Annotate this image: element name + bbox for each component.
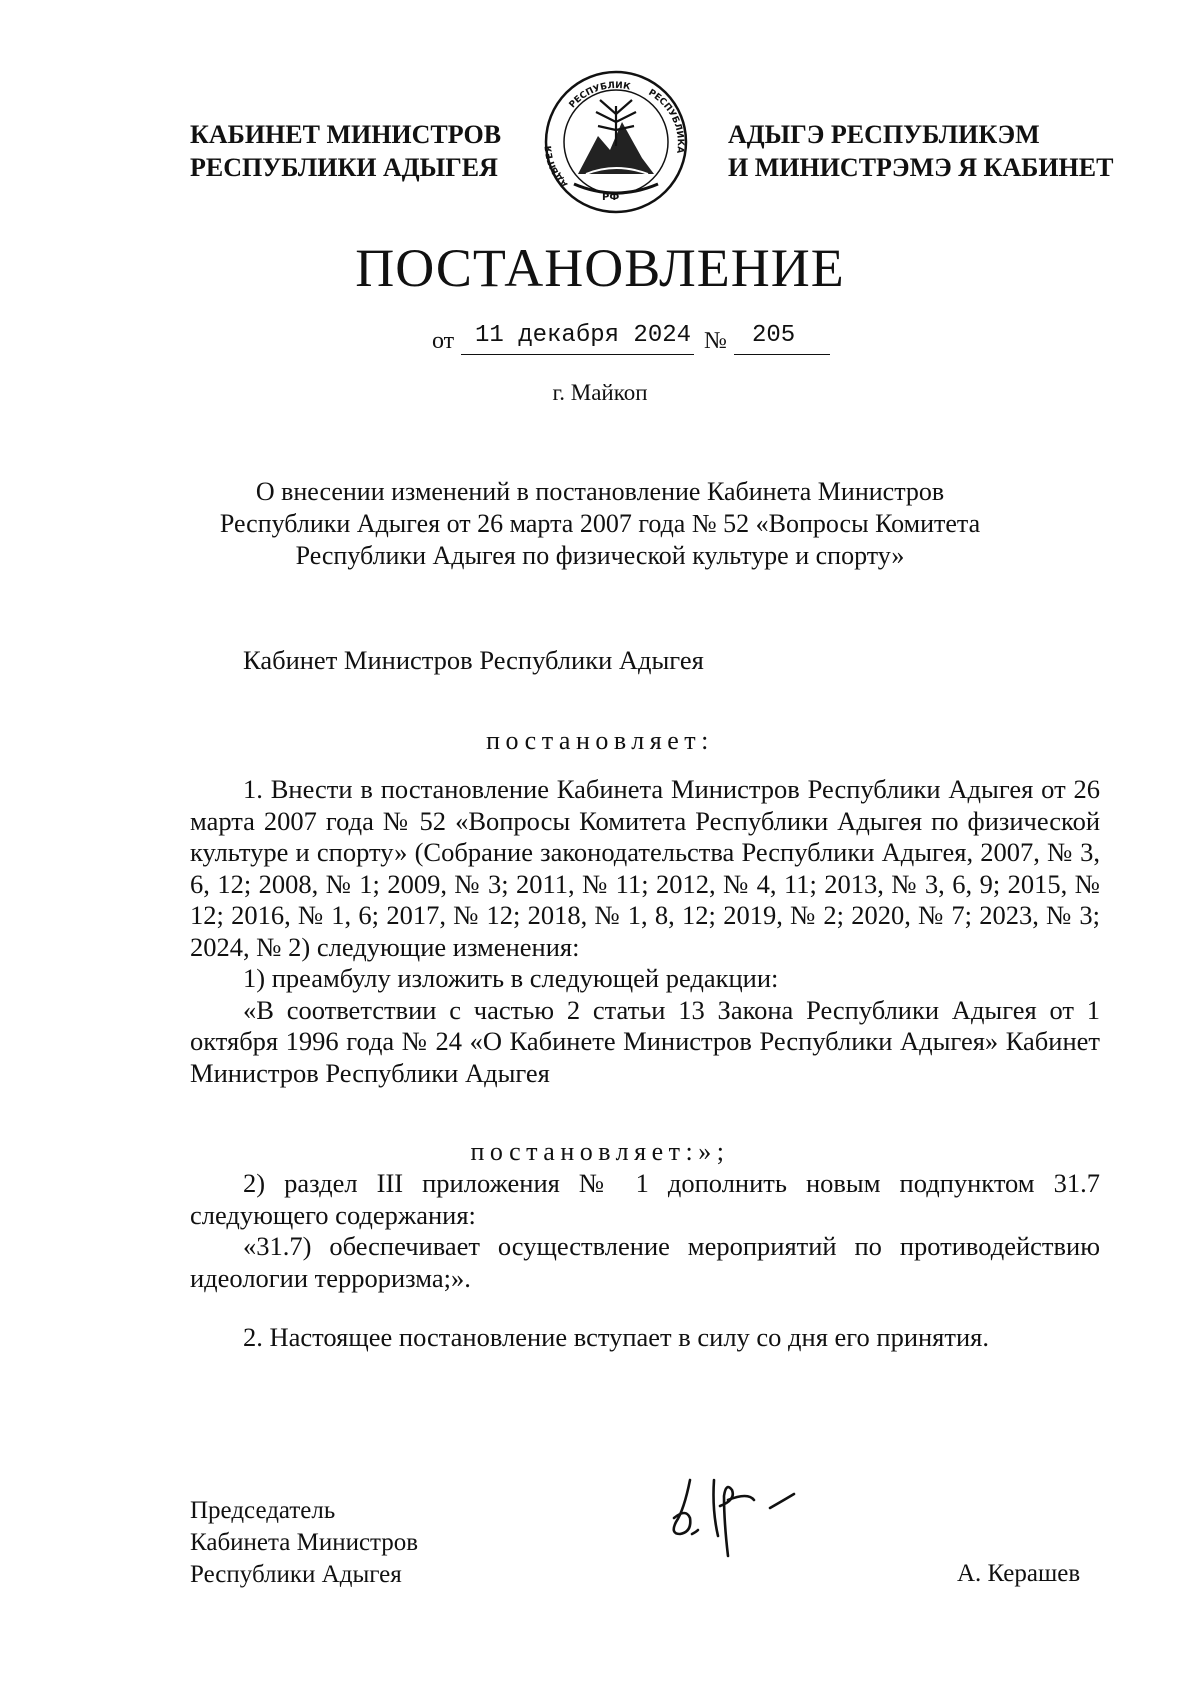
issuer-line-1: КАБИНЕТ МИНИСТРОВ	[190, 120, 502, 149]
resolves-quoted-heading: постановляет:»;	[470, 1137, 730, 1166]
subject-line-1: О внесении изменений в постановление Кабинета Министров	[255, 477, 945, 506]
item-1-2-text: 2) раздел III приложения № 1 дополнить новым подпунктом 31.7 следующего содержания:	[190, 1168, 1100, 1230]
resolves-heading: постановляет:	[486, 726, 714, 755]
subject-line-3: Республики Адыгея по физической культуре и спорту»	[295, 541, 905, 570]
item-1-1-quote: «В соответствии с частью 2 статьи 13 Закона Республики Адыгея от 1 октября 1996 года № 24 «О Кабинете Министров Республики Адыгея» Кабинет Министров Республики Адыгея	[190, 994, 1100, 1088]
number-label: №	[704, 328, 727, 354]
from-label: от	[432, 328, 455, 354]
document-date: 11 декабря 2024	[475, 322, 692, 349]
number-underline	[734, 354, 830, 355]
coat-of-arms-icon	[538, 66, 694, 216]
signatory-title	[190, 1495, 418, 1591]
document-title: ПОСТАНОВЛЕНИЕ	[355, 238, 845, 298]
signer-name: А. Керашев	[957, 1560, 1081, 1587]
emblem-text-bottom: РФ	[602, 192, 620, 203]
item-1-2-quote: «31.7) обеспечивает осуществление мероприятий по противодействию идеологии терроризма;».	[190, 1231, 1100, 1293]
item-2-block	[190, 1322, 1100, 1354]
signatory-line-3: Республики Адыгея	[190, 1561, 402, 1588]
item-1-1-text: 1) преамбулу изложить в следующей редакции:	[243, 963, 779, 993]
subject-line-2: Республики Адыгея от 26 марта 2007 года № 52 «Вопросы Комитета	[219, 509, 981, 538]
svg-text:АДЫГЕЯ	[544, 145, 570, 189]
emblem-text-right: РЕСПУБЛИКА	[646, 87, 685, 154]
issuer-name-adyghe	[728, 118, 1113, 184]
document-number: 205	[752, 322, 796, 349]
issuer-name-russian	[190, 118, 501, 184]
issuer-adyghe-line-1: АДЫГЭ РЕСПУБЛИКЭМ	[728, 120, 1040, 149]
svg-text:РЕСПУБЛИК	[568, 81, 632, 110]
item-1-2-block	[190, 1168, 1100, 1294]
item-1-text: 1. Внести в постановление Кабинета Министров Республики Адыгея от 26 марта 2007 года № 52 «Вопросы Комитета Республики Адыгея по физической культуре и спорту» (Собрание законодательства Республики Адыгея, 2007, № 3, 6, 12; 2008, № 1; 2009, № 3; 2011, № 11; 2012, № 4, 11; 2013, № 3, 6, 9; 2015, № 12; 2016, № 1, 6; 2017, № 12; 2018, № 1, 8, 12; 2019, № 2; 2020, № 7; 2023, № 3; 2024, № 2) следующие изменения:	[190, 774, 1100, 962]
item-2-text: 2. Настоящее постановление вступает в силу со дня его принятия.	[243, 1322, 989, 1352]
issuer-line-2: РЕСПУБЛИКИ АДЫГЕЯ	[190, 153, 498, 182]
city-name: г. Майкоп	[552, 380, 648, 405]
preamble-text: Кабинет Министров Республики Адыгея	[243, 645, 704, 675]
signatory-line-2: Кабинета Министров	[190, 1529, 419, 1556]
signatory-line-1: Председатель	[190, 1497, 336, 1524]
date-underline	[461, 354, 694, 355]
emblem-text-top: РЕСПУБЛИК	[567, 80, 632, 111]
item-1-block	[190, 774, 1100, 1089]
issuer-adyghe-line-2: И МИНИСТРЭМЭ Я КАБИНЕТ	[728, 153, 1114, 182]
handwritten-signature	[662, 1460, 862, 1570]
svg-text:РЕСПУБЛИКА	[646, 88, 685, 154]
emblem-text-left: АДЫГЕЯ	[544, 145, 571, 189]
date-number-line	[0, 318, 1200, 358]
document-subject	[180, 476, 1020, 572]
